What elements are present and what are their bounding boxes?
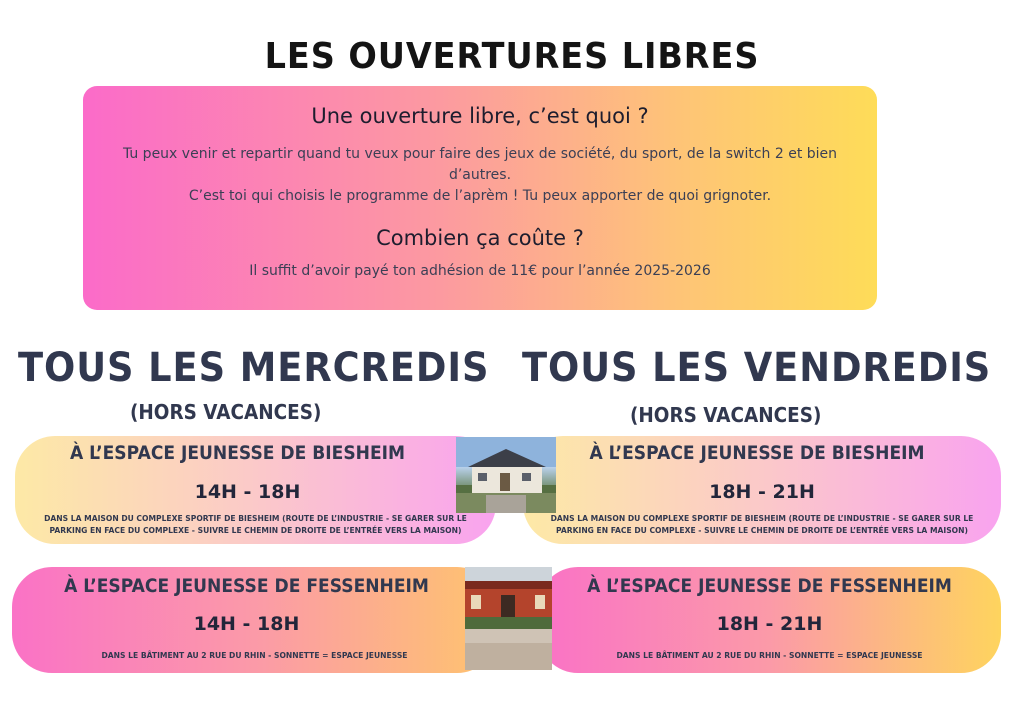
venue-label: À L’ESPACE JEUNESSE DE BIESHEIM — [69, 442, 406, 464]
answer-what-line2: C’est toi qui choisis le programme de l’aprèm ! Tu peux apporter de quoi grignoter. — [188, 188, 772, 204]
wednesday-biesheim-card — [15, 436, 496, 544]
friday-biesheim-card — [523, 436, 1001, 544]
friday-subtitle: (HORS VACANCES) — [630, 403, 822, 427]
address-label: DANS LE BÂTIMENT AU 2 RUE DU RHIN - SONNETTE = ESPACE JEUNESSE — [101, 651, 408, 660]
venue-label: À L’ESPACE JEUNESSE DE BIESHEIM — [589, 442, 925, 464]
hours-label: 18H - 21H — [716, 613, 823, 635]
answer-what-line1: Tu peux venir et repartir quand tu veux pour faire des jeux de société, du sport, de la switch 2 et bien d’autres. — [122, 146, 838, 183]
venue-label: À L’ESPACE JEUNESSE DE FESSENHEIM — [64, 575, 429, 597]
hours-label: 18H - 21H — [709, 481, 815, 503]
address-label: DANS LA MAISON DU COMPLEXE SPORTIF DE BIESHEIM (ROUTE DE L’INDUSTRIE - SE GARER SUR LE PARKING EN FACE DU COMPLEXE - SUIVRE LE CHEMIN DE DROITE DE L’ENTRÉE VERS LA MAISON) — [44, 514, 467, 535]
info-box — [83, 86, 877, 310]
wednesday-title: TOUS LES MERCREDIS — [18, 345, 490, 391]
page-title: LES OUVERTURES LIBRES — [264, 36, 760, 77]
question-what: Une ouverture libre, c’est quoi ? — [311, 104, 649, 128]
biesheim-house-photo — [456, 437, 556, 513]
address-label: DANS LE BÂTIMENT AU 2 RUE DU RHIN - SONNETTE = ESPACE JEUNESSE — [616, 651, 923, 660]
hours-label: 14H - 18H — [194, 481, 301, 503]
answer-cost: Il suffit d’avoir payé ton adhésion de 11€ pour l’année 2025-2026 — [249, 263, 711, 279]
hours-label: 14H - 18H — [193, 613, 300, 635]
wednesday-subtitle: (HORS VACANCES) — [130, 400, 322, 424]
venue-label: À L’ESPACE JEUNESSE DE FESSENHEIM — [587, 575, 952, 597]
answer-what — [93, 144, 867, 207]
fessenheim-building-photo — [465, 567, 552, 670]
address-label: DANS LA MAISON DU COMPLEXE SPORTIF DE BIESHEIM (ROUTE DE L’INDUSTRIE - SE GARER SUR LE PARKING EN FACE DU COMPLEXE - SUIVRE LE CHEMIN DE DROITE DE L’ENTRÉE VERS LA MAISON) — [550, 514, 974, 535]
friday-title: TOUS LES VENDREDIS — [522, 345, 992, 391]
friday-fessenheim-card — [538, 567, 1001, 673]
wednesday-fessenheim-card — [12, 567, 497, 673]
question-cost: Combien ça coûte ? — [376, 226, 584, 250]
